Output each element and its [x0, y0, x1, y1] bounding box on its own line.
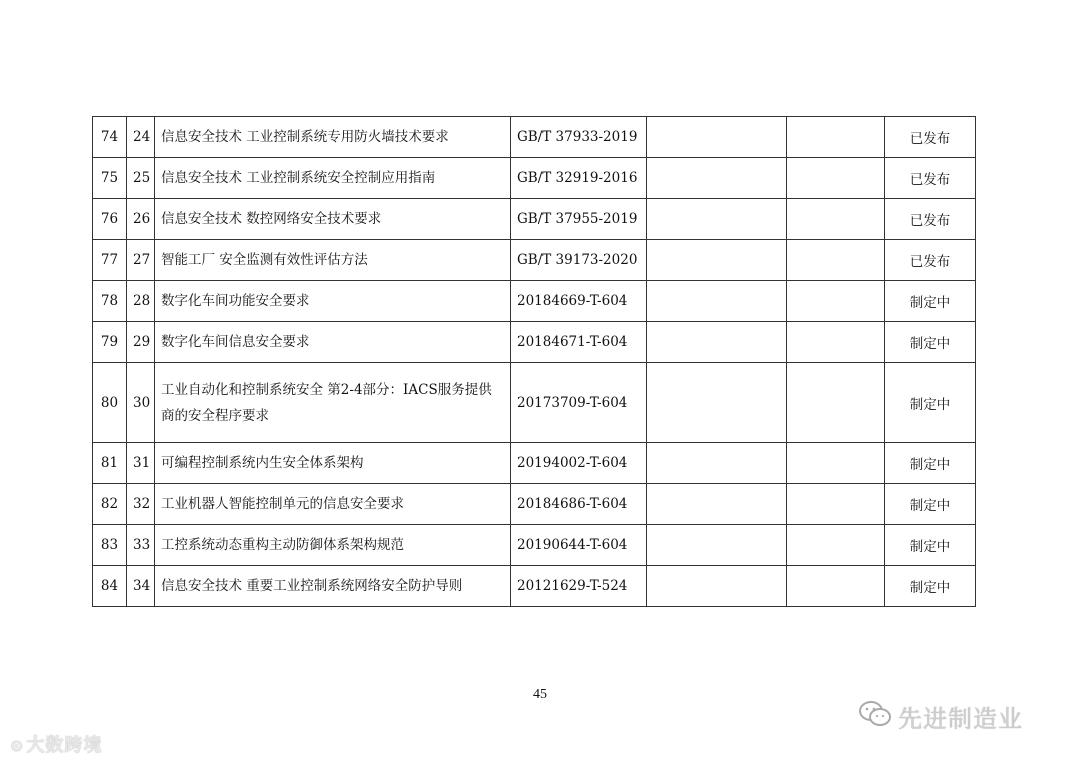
standard-name: 可编程控制系统内生安全体系架构 [155, 443, 511, 484]
watermark-left-text: 大数跨境 [26, 735, 103, 756]
standard-code: 20194002-T-604 [511, 443, 647, 484]
sub-number: 25 [127, 158, 155, 199]
status-cell: 制定中 [885, 525, 976, 566]
sub-number: 29 [127, 322, 155, 363]
sub-number: 26 [127, 199, 155, 240]
table-row [93, 363, 976, 443]
row-number: 75 [93, 158, 127, 199]
table-row [93, 525, 976, 566]
row-number: 80 [93, 363, 127, 443]
row-number: 76 [93, 199, 127, 240]
empty-cell [787, 566, 885, 607]
sub-number: 27 [127, 240, 155, 281]
empty-cell [647, 117, 787, 158]
watermark-right [858, 699, 1023, 734]
table-row [93, 443, 976, 484]
sub-number: 28 [127, 281, 155, 322]
status-cell: 制定中 [885, 484, 976, 525]
empty-cell [647, 566, 787, 607]
empty-cell [787, 443, 885, 484]
empty-cell [647, 363, 787, 443]
empty-cell [787, 117, 885, 158]
standard-code: 20184669-T-604 [511, 281, 647, 322]
standard-name: 数字化车间信息安全要求 [155, 322, 511, 363]
sub-number: 30 [127, 363, 155, 443]
status-cell: 制定中 [885, 363, 976, 443]
standard-name: 信息安全技术 数控网络安全技术要求 [155, 199, 511, 240]
empty-cell [787, 525, 885, 566]
standard-name: 工业自动化和控制系统安全 第2-4部分：IACS服务提供商的安全程序要求 [155, 363, 511, 443]
row-number: 74 [93, 117, 127, 158]
empty-cell [647, 525, 787, 566]
status-cell: 已发布 [885, 240, 976, 281]
row-number: 77 [93, 240, 127, 281]
row-number: 78 [93, 281, 127, 322]
standard-name: 信息安全技术 工业控制系统安全控制应用指南 [155, 158, 511, 199]
table-row [93, 117, 976, 158]
standard-name: 智能工厂 安全监测有效性评估方法 [155, 240, 511, 281]
sub-number: 31 [127, 443, 155, 484]
status-cell: 制定中 [885, 566, 976, 607]
sub-number: 32 [127, 484, 155, 525]
empty-cell [647, 484, 787, 525]
standard-code: 20121629-T-524 [511, 566, 647, 607]
table-row [93, 484, 976, 525]
empty-cell [647, 281, 787, 322]
empty-cell [647, 158, 787, 199]
table-row [93, 199, 976, 240]
empty-cell [787, 363, 885, 443]
watermark-left [10, 731, 102, 757]
empty-cell [787, 484, 885, 525]
standard-code: 20184686-T-604 [511, 484, 647, 525]
row-number: 82 [93, 484, 127, 525]
empty-cell [647, 199, 787, 240]
status-cell: 已发布 [885, 158, 976, 199]
empty-cell [787, 281, 885, 322]
status-cell: 制定中 [885, 281, 976, 322]
standard-code: GB/T 37955-2019 [511, 199, 647, 240]
standards-table [92, 116, 976, 607]
standard-name: 信息安全技术 工业控制系统专用防火墙技术要求 [155, 117, 511, 158]
status-cell: 已发布 [885, 117, 976, 158]
empty-cell [647, 322, 787, 363]
standard-code: 20184671-T-604 [511, 322, 647, 363]
status-cell: 制定中 [885, 443, 976, 484]
standard-name: 信息安全技术 重要工业控制系统网络安全防护导则 [155, 566, 511, 607]
watermark-right-text: 先进制造业 [898, 705, 1023, 733]
empty-cell [787, 158, 885, 199]
status-cell: 制定中 [885, 322, 976, 363]
standard-code: GB/T 39173-2020 [511, 240, 647, 281]
standard-code: GB/T 37933-2019 [511, 117, 647, 158]
table-row [93, 240, 976, 281]
standard-name: 工业机器人智能控制单元的信息安全要求 [155, 484, 511, 525]
empty-cell [647, 240, 787, 281]
empty-cell [787, 322, 885, 363]
empty-cell [647, 443, 787, 484]
sub-number: 24 [127, 117, 155, 158]
wechat-icon [858, 700, 892, 734]
status-cell: 已发布 [885, 199, 976, 240]
table-row [93, 566, 976, 607]
standard-code: 20190644-T-604 [511, 525, 647, 566]
table-row [93, 158, 976, 199]
sub-number: 34 [127, 566, 155, 607]
table-row [93, 322, 976, 363]
empty-cell [787, 199, 885, 240]
standard-name: 数字化车间功能安全要求 [155, 281, 511, 322]
row-number: 81 [93, 443, 127, 484]
standard-code: 20173709-T-604 [511, 363, 647, 443]
row-number: 84 [93, 566, 127, 607]
standard-name: 工控系统动态重构主动防御体系架构规范 [155, 525, 511, 566]
row-number: 83 [93, 525, 127, 566]
standard-code: GB/T 32919-2016 [511, 158, 647, 199]
page-number: 45 [533, 687, 547, 702]
table-row [93, 281, 976, 322]
empty-cell [787, 240, 885, 281]
row-number: 79 [93, 322, 127, 363]
sub-number: 33 [127, 525, 155, 566]
dashuju-logo-icon: ⊙ [10, 736, 25, 755]
